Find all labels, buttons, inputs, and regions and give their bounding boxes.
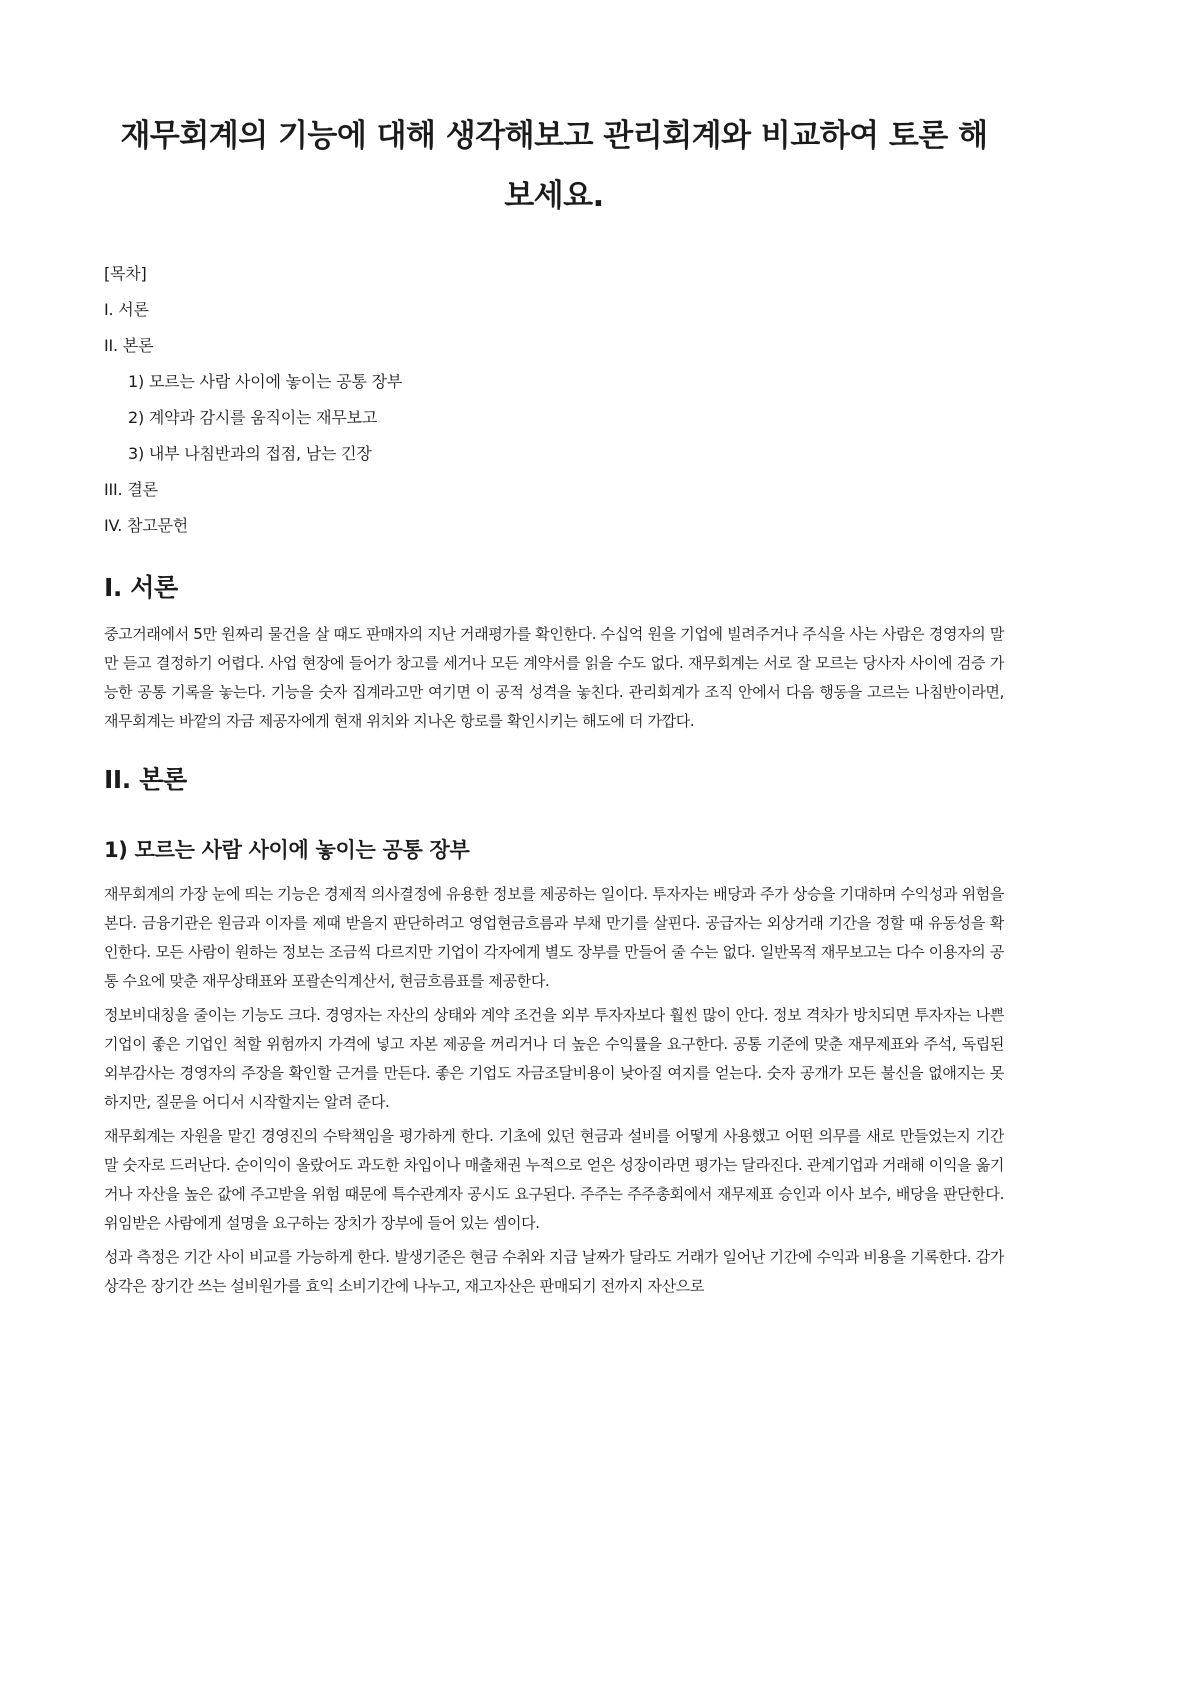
toc-item-conclusion: III. 결론	[104, 480, 158, 499]
section-heading-body: II. 본론	[104, 765, 187, 794]
body-paragraph: 성과 측정은 기간 사이 비교를 가능하게 한다. 발생기준은 현금 수취와 지급 날짜가 달라도 거래가 일어난 기간에 수익과 비용을 기록한다. 감가상각은 장기간 쓰는 설비원가를 효익 소비기간에 나누고, 재고자산은 판매되기 전까지 자산으로	[104, 1248, 1004, 1295]
toc-heading: [목차]	[104, 264, 147, 283]
toc-item-references: IV. 참고문헌	[104, 516, 188, 535]
toc-item-intro: I. 서론	[104, 300, 149, 319]
toc-item-body-2: 2) 계약과 감시를 움직이는 재무보고	[128, 408, 378, 427]
table-of-contents	[104, 256, 1004, 544]
toc-item-body-3: 3) 내부 나침반과의 접점, 남는 긴장	[128, 444, 372, 463]
body-paragraph: 정보비대칭을 줄이는 기능도 크다. 경영자는 자산의 상태와 계약 조건을 외부 투자자보다 훨씬 많이 안다. 정보 격차가 방치되면 투자자는 나쁜 기업이 좋은 기업인 척할 위험까지 가격에 넣고 자본 제공을 꺼리거나 더 높은 수익률을 요구한다. 공통 기준에 맞춘 재무제표와 주석, 독립된 외부감사는 경영자의 주장을 확인할 근거를 만든다. 좋은 기업도 자금조달비용이 낮아질 여지를 얻는다. 숫자 공개가 모든 불신을 없애지는 못하지만, 질문을 어디서 시작할지는 알려 준다.	[104, 1006, 1004, 1111]
body-paragraph: 재무회계의 가장 눈에 띄는 기능은 경제적 의사결정에 유용한 정보를 제공하는 일이다. 투자자는 배당과 주가 상승을 기대하며 수익성과 위험을 본다. 금융기관은 원금과 이자를 제때 받을지 판단하려고 영업현금흐름과 부채 만기를 살핀다. 공급자는 외상거래 기간을 정할 때 유동성을 확인한다. 모든 사람이 원하는 정보는 조금씩 다르지만 기업이 각자에게 별도 장부를 만들어 줄 수는 없다. 일반목적 재무보고는 다수 이용자의 공통 수요에 맞춘 재무상태표와 포괄손익계산서, 현금흐름표를 제공한다.	[104, 885, 1004, 990]
document-title: 재무회계의 기능에 대해 생각해보고 관리회계와 비교하여 토론 해 보세요.	[120, 118, 988, 214]
toc-item-body: II. 본론	[104, 336, 154, 355]
body-paragraph: 재무회계는 자원을 맡긴 경영진의 수탁책임을 평가하게 한다. 기초에 있던 현금과 설비를 어떻게 사용했고 어떤 의무를 새로 만들었는지 기간 말 숫자로 드러난다. 순이익이 올랐어도 과도한 차입이나 매출채권 누적으로 얻은 성장이라면 평가는 달라진다. 관계기업과 거래해 이익을 옮기거나 자산을 높은 값에 주고받을 위험 때문에 특수관계자 공시도 요구된다. 주주는 주주총회에서 재무제표 승인과 이사 보수, 배당을 판단한다. 위임받은 사람에게 설명을 요구하는 장치가 장부에 들어 있는 셈이다.	[104, 1127, 1004, 1232]
intro-paragraph: 중고거래에서 5만 원짜리 물건을 살 때도 판매자의 지난 거래평가를 확인한다. 수십억 원을 기업에 빌려주거나 주식을 사는 사람은 경영자의 말만 듣고 결정하기 어렵다. 사업 현장에 들어가 창고를 세거나 모든 계약서를 읽을 수도 없다. 재무회계는 서로 잘 모르는 당사자 사이에 검증 가능한 공통 기록을 놓는다. 기능을 숫자 집계라고만 여기면 이 공적 성격을 놓친다. 관리회계가 조직 안에서 다음 행동을 고르는 나침반이라면, 재무회계는 바깥의 자금 제공자에게 현재 위치와 지나온 항로를 확인시키는 해도에 더 가깝다.	[104, 625, 1004, 730]
section-heading-intro: I. 서론	[104, 573, 178, 602]
toc-item-body-1: 1) 모르는 사람 사이에 놓이는 공통 장부	[128, 372, 403, 391]
subsection-heading-1: 1) 모르는 사람 사이에 놓이는 공통 장부	[104, 838, 470, 862]
